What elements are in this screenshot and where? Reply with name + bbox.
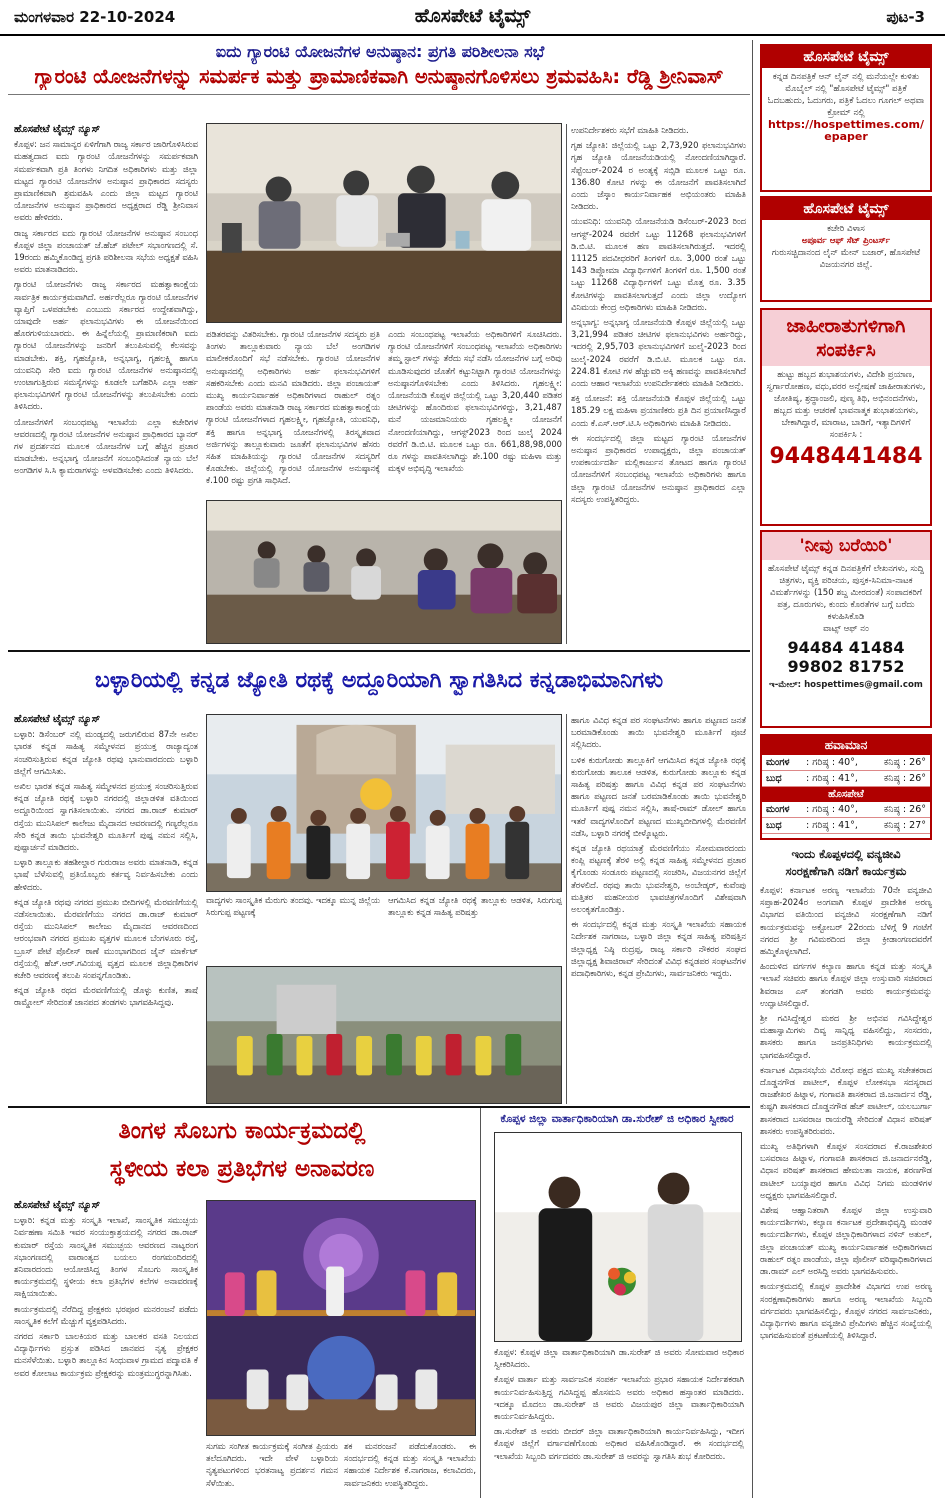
story3-story4-divider: [480, 1108, 481, 1498]
promo-address-title: ಹೊಸಪೇಟೆ ಟೈಮ್ಸ್: [762, 198, 930, 220]
story1-para: ಈ ಸಂದರ್ಭದಲ್ಲಿ ಜಿಲ್ಲಾ ಮಟ್ಟದ ಗ್ಯಾರಂಟಿ ಯೋಜನೆಗಳ ಅನುಷ್ಠಾನ ಪ್ರಾಧಿಕಾರದ ಉಪಾಧ್ಯಕ್ಷರು, ಜಿಲ್ಲಾ ಪಂಚಾಯತ್ ಉಪಕಾರ್ಯದರ್ಶಿ ಮಲ್ಲಿಕಾರ್ಜುನ ತೋಟದ ಹಾಗೂ ಗ್ಯಾರಂಟಿ ಯೋಜನೆಗಳಿಗೆ ಸಂಬಂಧಪಟ್ಟ ಇಲಾಖೆಯ ಅಧಿಕಾರಿಗಳು ಹಾಗೂ ಜಿಲ್ಲಾ ಗ್ಯಾರಂಟಿ ಯೋಜನೆಗಳ ಅನುಷ್ಠಾನ ಪ್ರಾಧಿಕಾರದ ಎಲ್ಲಾ ಸದಸ್ಯರು ಉಪಸ್ಥಿತರಿದ್ದರು.: [571, 432, 746, 504]
story2-para: ಬಳ್ಳಾರಿ: ಡಿಸೆಂಬರ್ ನಲ್ಲಿ ಮಂಡ್ಯದಲ್ಲಿ ಜರುಗಲಿರುವ 87ನೇ ಅಖಿಲ ಭಾರತ ಕನ್ನಡ ಸಾಹಿತ್ಯ ಸಮ್ಮೇಳನದ ಪ್ರಯುಕ್ತ ರಾಜ್ಯಾದ್ಯಂತ ಸಂಚರಿಸುತ್ತಿರುವ ಕನ್ನಡ ಜ್ಯೋತಿ ರಥವು ಭಾನುವಾರದಂದು ಬಳ್ಳಾರಿ ಜಿಲ್ಲೆಗೆ ಆಗಮಿಸಿತು.: [14, 729, 198, 776]
story3-col1: [14, 1200, 198, 1496]
ads-text: ಹುಟ್ಟು ಹಬ್ಬದ ಶುಭಾಶಯಗಳು, ವಿದೇಶಿ ಪ್ರಯಾಣ, ಸ್ವರ್ಗಾರೋಹಣ, ವಧು,ವರರ ಅನ್ವೇಷಣೆ ಜಾಹೀರಾತುಗಳು, ಜೋತಿಷ್ಯ, ಶ್ರದ್ಧಾಂಜಲಿ, ಪುಣ್ಯ ತಿಥಿ, ಅಭಿನಂದನೆಗಳು, ಹಬ್ಬದ ಮತ್ತು ಆಚರಣೆ ಭಾವನಾತ್ಮಕ ಶುಭಾಶಯಗಳು, ಬೇಕಾಗಿದ್ದಾರೆ, ಮಾರಾಟ, ಬಾಡಿಗೆ, ಇತ್ಯಾದಿಗಳಿಗೆ: [766, 370, 926, 428]
story3-para: ನಗರದ ಸರ್ಕಾರಿ ಬಾಲಕಿಯರ ಮತ್ತು ಬಾಲಕರ ವಸತಿ ನಿಲಯದ ವಿದ್ಯಾರ್ಥಿಗಳು ಪ್ರಸ್ತುತ ಪಡಿಸಿದ ಜಾನಪದ ನೃತ್ಯ ಪ್ರೇಕ್ಷಕರ ಮನಸೆಳೆಯಿತು. ಬಳ್ಳಾರಿ ತಾಲ್ಲೂಕಿನ ಸಿಂಧುವಾಳ ಗ್ರಾಮದ ಪದ್ಮಾವತಿ ಕೆ ಅವರ ಕೋಲಾಟ ಕಾರ್ಯಕ್ರಮ ಪ್ರೇಕ್ಷಕರನ್ನು ಮಂತ್ರಮುಗ್ಧರನ್ನಾಗಿಸಿತು.: [14, 1331, 198, 1378]
story1-col2: [206, 328, 380, 500]
sidestory-para: ಮುಖ್ಯ ಅತಿಥಿಗಳಾಗಿ ಕೊಪ್ಪಳ ಸಂಸದರಾದ ಕೆ.ರಾಜಶೇಖರ ಬಸವರಾಜ ಹಿಟ್ನಾಳ, ಗಂಗಾವತಿ ಶಾಸಕರಾದ ಜಿ.ಜನಾರ್ದನರೆಡ್ಡಿ, ವಿಧಾನ ಪರಿಷತ್ ಶಾಸಕರಾದ ಹೇಮಲತಾ ನಾಯಕ, ಶರಣಗೌಡ ಪಾಟೀಲ್ ಬಯ್ಯಾಪುರ ಹಾಗೂ ವಿವಿಧ ನಿಗಮ ಮಂಡಳಿಗಳ ಅಧ್ಯಕ್ಷರು ಭಾಗವಹಿಸಲಿದ್ದಾರೆ.: [760, 1141, 932, 1200]
promo-online-text: ಕನ್ನಡ ದಿನಪತ್ರಿಕೆ ಆನ್ ಲೈನ್ ನಲ್ಲಿ ಮನೆಯಲ್ಲೇ ಕುಳಿತು ಮೊಬೈಲ್ ನಲ್ಲಿ "ಹೊಸಪೇಟೆ ಟೈಮ್ಸ್" ಪತ್ರಿಕೆ ಓದಬಹುದು, ಓದುಗರು, ಪತ್ರಿಕೆ ಓದಲು ಗೂಗಲ್ ಅಥವಾ ಕ್ರೋಮ್ ನಲ್ಲಿ: [767, 72, 925, 118]
weather-row: [762, 802, 930, 818]
story2-col3: [571, 714, 746, 1104]
weather-min: ಕನಿಷ್ಠ : 26°: [883, 773, 926, 784]
story2-para: ಈ ಸಂದರ್ಭದಲ್ಲಿ ಕನ್ನಡ ಮತ್ತು ಸಂಸ್ಕೃತಿ ಇಲಾಖೆಯ ಸಹಾಯಕ ನಿರ್ದೇಶಕ ನಾಗರಾಜ, ಬಳ್ಳಾರಿ ಜಿಲ್ಲಾ ಕನ್ನಡ ಸಾಹಿತ್ಯ ಪರಿಷತ್ತಿನ ಜಿಲ್ಲಾಧ್ಯಕ್ಷ ನಿಷ್ಠಿ ರುದ್ರಪ್ಪ, ರಾಜ್ಯ ಸರ್ಕಾರಿ ನೌಕರರ ಸಂಘದ ಜಿಲ್ಲಾಧ್ಯಕ್ಷ ಶಿವಾಜಿರಾವ್ ಸೇರಿದಂತೆ ವಿವಿಧ ಕನ್ನಡಪರ ಸಂಘಟನೆಗಳ ಪದಾಧಿಕಾರಿಗಳು, ಕನ್ನಡ ಪ್ರೇಮಿಗಳು, ಸಾರ್ವಜನಿಕರು ಇದ್ದರು.: [571, 919, 746, 979]
story4-kicker: ಕೊಪ್ಪಳ ಜಿಲ್ಲಾ ವಾರ್ತಾಧಿಕಾರಿಯಾಗಿ ಡಾ.ಸುರೇಶ್ ಜಿ ಅಧಿಕಾರ ಸ್ವೀಕಾರ: [500, 1113, 734, 1125]
dance-photo: [206, 1200, 476, 1436]
sidestory-body: [760, 884, 932, 1496]
sidestory-para: ಕೊಪ್ಪಳ: ಕರ್ನಾಟಕ ಅರಣ್ಯ ಇಲಾಖೆಯ 70ನೇ ವನ್ಯಜೀವಿ ಸಪ್ತಾಹ-2024ರ ಅಂಗವಾಗಿ ಕೊಪ್ಪಳ ಪ್ರಾದೇಶಿಕ ಅರಣ್ಯ ವಿಭಾಗದ ವತಿಯಿಂದ ವನ್ಯಜೀವಿ ಸಂರಕ್ಷಣೆಗಾಗಿ ನಡಿಗೆ ಕಾರ್ಯಕ್ರಮವನ್ನು ಅಕ್ಟೋಬರ್ 22ರಂದು ಬೆಳಿಗ್ಗೆ 9 ಗಂಟೆಗೆ ನಗರದ ಶ್ರೀ ಗವಿಮಠದಿಂದ ಜಿಲ್ಲಾ ಕ್ರೀಡಾಂಗಣದವರೆಗೆ ಹಮ್ಮಿಕೊಳ್ಳಲಾಗಿದೆ.: [760, 885, 932, 957]
story2-headline: ಬಳ್ಳಾರಿಯಲ್ಲಿ ಕನ್ನಡ ಜ್ಯೋತಿ ರಥಕ್ಕೆ ಅದ್ದೂರಿಯಾಗಿ ಸ್ವಾಗತಿಸಿದ ಕನ್ನಡಾಭಿಮಾನಿಗಳು: [94, 668, 664, 693]
write-body: [762, 560, 930, 638]
meeting-photo-1-graphic: [207, 124, 561, 322]
story2-byline: ಹೊಸಪೇಟೆ ಟೈಮ್ಸ್ ನ್ಯೂಸ್: [14, 714, 101, 725]
whatsapp-phone-2[interactable]: 99802 81752: [787, 657, 905, 676]
email-line: [762, 676, 930, 694]
section-divider-2: [8, 1106, 750, 1108]
story4-para: ಕೊಪ್ಪಳ ವಾರ್ತಾ ಮತ್ತು ಸಾರ್ವಜನಿಕ ಸಂಪರ್ಕ ಇಲಾಖೆಯ ಪ್ರಭಾರ ಸಹಾಯಕ ನಿರ್ದೇಶಕರಾಗಿ ಕಾರ್ಯನಿರ್ವಹಿಸುತ್ತಿದ್ದ ಗವಿಸಿದ್ದಪ್ಪ ಹೊಸಮನಿ ಅವರು ಅಧಿಕಾರ ಹಸ್ತಾಂತರ ಮಾಡಿದರು. ಇದಕ್ಕೂ ಮೊದಲು ಡಾ.ಸುರೇಶ್ ಜಿ ಅವರು ವಿಜಯಪುರ ಜಿಲ್ಲಾ ವಾರ್ತಾಧಿಕಾರಿಯಾಗಿ ಕಾರ್ಯನಿರ್ವಹಿಸಿದ್ದರು.: [494, 1374, 744, 1422]
story1-byline: ಹೊಸಪೇಟೆ ಟೈಮ್ಸ್ ನ್ಯೂಸ್: [14, 124, 101, 135]
story1-para: ಯೋಜನೆಗಳಿಗೆ ಸಂಬಂಧಪಟ್ಟ ಇಲಾಖೆಯ ಎಲ್ಲಾ ಕಚೇರಿಗಳ ಆವರಣದಲ್ಲಿ ಗ್ಯಾರಂಟಿ ಯೋಜನೆಗಳ ಅನುಷ್ಠಾನ ಪ್ರಾಧಿಕಾರದ ಬ್ಯಾನರ್ ಗಳ ಪ್ರದರ್ಶನದ ಮೂಲಕ ಯೋಜನೆಗಳ ಬಗ್ಗೆ ಹೆಚ್ಚಿನ ಪ್ರಚಾರ ಮಾಡಬೇಕು. ಅನ್ನಭಾಗ್ಯ ಯೋಜನೆಗೆ ಸಂಬಂಧಿಸಿದಂತೆ ನ್ಯಾಯ ಬೆಲೆ ಅಂಗಡಿಗಳ ಸಿ.ಸಿ ಕ್ಯಾಮರಾಗಳನ್ನು ಅಳವಡಿಸಬೇಕು ಎಂದು ತಿಳಿಸಿದರು.: [14, 416, 198, 476]
sidestory-para: ಹಿಂದುಳಿದ ವರ್ಗಗಳ ಕಲ್ಯಾಣ ಹಾಗೂ ಕನ್ನಡ ಮತ್ತು ಸಂಸ್ಕೃತಿ ಇಲಾಖೆ ಸಚಿವರು ಹಾಗೂ ಕೊಪ್ಪಳ ಜಿಲ್ಲಾ ಉಸ್ತುವಾರಿ ಸಚಿವರಾದ ಶಿವರಾಜ ಎಸ್ ತಂಗಡಗಿ ಅವರು ಕಾರ್ಯಕ್ರಮವನ್ನು ಉದ್ಘಾಟಿಸಲಿದ್ದಾರೆ.: [760, 961, 932, 1008]
story1-para: ಗ್ಯಾರಂಟಿ ಯೋಜನೆಗಳು ರಾಜ್ಯ ಸರ್ಕಾರದ ಮಹತ್ವಾಕಾಂಕ್ಷೆಯ ಸಾರ್ವತ್ರಿಕ ಕಾರ್ಯಕ್ರಮವಾಗಿದೆ. ಅರ್ಹರೆಲ್ಲರೂ ಗ್ಯಾರಂಟಿ ಯೋಜನೆಗಳ ವ್ಯಾಪ್ತಿಗೆ ಒಳಪಡಬೇಕು ಎಂಬುದು ಸರ್ಕಾರದ ಉದ್ದೇಶವಾಗಿದ್ದು, ಯಾವುದೇ ಅರ್ಹ ಫಲಾನುಭವಿಗಳು ಈ ಯೋಜನೆಯಿಂದ ಹೊರಗುಳಿಯಬಾರದು. ಈ ಹಿನ್ನೆಲೆಯಲ್ಲಿ ಪ್ರಾಮಾಣಿಕರಾಗಿ ಐದು ಗ್ಯಾರಂಟಿ ಯೋಜನೆಗಳನ್ನು ಜನರಿಗೆ ತಲುಪಿಸುವಲ್ಲಿ ಕೆಲಸವನ್ನು ಮಾಡಬೇಕು. ಶಕ್ತಿ, ಗೃಹಜ್ಯೋತಿ, ಅನ್ನಭಾಗ್ಯ, ಗೃಹಲಕ್ಷ್ಮಿ ಹಾಗೂ ಯುವನಿಧಿ ಸೇರಿ ಐದು ಗ್ಯಾರಂಟಿ ಯೋಜನೆಗಳ ಅನುಷ್ಠಾನದಲ್ಲಿ ಉಂಟಾಗುತ್ತಿರುವ ಸಮಸ್ಯೆಗಳನ್ನು ಕೂಡಲೇ ಬಗೆಹರಿಸಿ ಎಲ್ಲಾ ಅರ್ಹ ಫಲಾನುಭವಿಗಳಿಗೆ ಗ್ಯಾರಂಟಿ ಯೋಜನೆಗಳನ್ನು ತಲುಪಿಸಬೇಕು ಎಂದು ತಿಳಿಸಿದರು.: [14, 279, 198, 412]
story4-body: [494, 1346, 744, 1496]
weather-day: ಮಂಗಳ: [766, 804, 790, 815]
email-address[interactable]: hospettimes@gmail.com: [804, 680, 923, 690]
ads-body: [762, 366, 930, 444]
story4-para: ಡಾ.ಸುರೇಶ್ ಜಿ ಅವರು ಬೀದರ್ ಜಿಲ್ಲಾ ವಾರ್ತಾಧಿಕಾರಿಯಾಗಿ ಕಾರ್ಯನಿರ್ವಹಿಸಿದ್ದು, ಇದೀಗ ಕೊಪ್ಪಳ ಜಿಲ್ಲೆಗೆ ವರ್ಗಾವಣೆಗೊಂಡು ಅಧಿಕಾರ ವಹಿಸಿಕೊಂಡಿದ್ದಾರೆ. ಈ ಸಂದರ್ಭದಲ್ಲಿ ಇಲಾಖೆಯ ಸಿಬ್ಬಂದಿ ವರ್ಗದವರು ಡಾ.ಸುರೇಶ್ ಜಿ ಅವರನ್ನು ಸ್ವಾಗತಿಸಿ ಶುಭ ಕೋರಿದರು.: [494, 1426, 744, 1461]
meeting-photo-1: [206, 123, 562, 323]
weather-min: ಕನಿಷ್ಠ : 26°: [883, 757, 926, 768]
paper-title: ಹೊಸಪೇಟೆ ಟೈಮ್ಸ್: [414, 5, 531, 27]
story2-caption-b: ಆಗಮಿಸಿದ ಕನ್ನಡ ಜ್ಯೋತಿ ರಥಕ್ಕೆ ತಾಲ್ಲೂಕು ಆಡಳಿತ, ಸಿರುಗುಪ್ಪ ತಾಲ್ಲೂಕು ಕನ್ನಡ ಸಾಹಿತ್ಯ ಪರಿಷತ್ತು: [388, 895, 562, 918]
ads-title: [762, 310, 930, 366]
whatsapp-phone-1[interactable]: 94484 41484: [787, 638, 905, 657]
story3-caption-b: ಶಕ ಮನರಂಜನೆ ಪಡೆದುಕೊಂಡರು. ಈ ಸಂದರ್ಭದಲ್ಲಿ ಕನ್ನಡ ಮತ್ತು ಸಂಸ್ಕೃತಿ ಇಲಾಖೆಯ ಸಹಾಯಕ ನಿರ್ದೇಶಕ ಕೆ.ನಾಗರಾಜ, ಕಲಾವಿದರು, ಸಾರ್ವಜನಿಕರು ಉಪಸ್ಥಿತರಿದ್ದರು.: [344, 1441, 476, 1488]
weather-max: : ಗರಿಷ್ಠ : 41°,: [806, 773, 858, 784]
dance-photo-graphic: [207, 1201, 475, 1435]
story3-headline: [10, 1112, 474, 1188]
promo-address-body: [762, 220, 930, 274]
weather-row: [762, 771, 930, 787]
sidestory-para: ಕಾರ್ಯಕ್ರಮದಲ್ಲಿ ಕೊಪ್ಪಳ ಪ್ರಾದೇಶಿಕ ವಿಭಾಗದ ಉಪ ಅರಣ್ಯ ಸಂರಕ್ಷಣಾಧಿಕಾರಿಗಳು ಹಾಗೂ ಅರಣ್ಯ ಇಲಾಖೆಯ ಸಿಬ್ಬಂದಿ ವರ್ಗದವರು ಭಾಗವಹಿಸಲಿದ್ದು, ಕೊಪ್ಪಳ ನಗರದ ಸಾರ್ವಜನಿಕರು, ವಿದ್ಯಾರ್ಥಿಗಳು ಹಾಗೂ ವನ್ಯಜೀವಿ ಪ್ರೇಮಿಗಳು ಹೆಚ್ಚಿನ ಸಂಖ್ಯೆಯಲ್ಲಿ ಭಾಗವಹಿಸುವಂತೆ ಪ್ರಕಟಣೆಯಲ್ಲಿ ತಿಳಿಸಿದ್ದಾರೆ.: [760, 1281, 932, 1341]
weather-subtitle: ಹೊಸಪೇಟೆ: [762, 787, 930, 802]
story2-para: ಹಾಗೂ ವಿವಿಧ ಕನ್ನಡ ಪರ ಸಂಘಟನೆಗಳು ಹಾಗೂ ಪಟ್ಟಣದ ಜನತೆ ಬರಮಾಡಿಕೊಂಡು ತಾಯಿ ಭುವನೇಶ್ವರಿ ಮೂರ್ತಿಗೆ ಪೂಜೆ ಸಲ್ಲಿಸಿದರು.: [571, 715, 746, 750]
officer-handover-photo-graphic: [495, 1133, 741, 1341]
story1-col-divider: [566, 124, 567, 644]
story2-para: ಅಖಿಲ ಭಾರತ ಕನ್ನಡ ಸಾಹಿತ್ಯ ಸಮ್ಮೇಳನದ ಪ್ರಯುಕ್ತ ಸಂಚರಿಸುತ್ತಿರುವ ಕನ್ನಡ ಜ್ಯೋತಿ ರಥಕ್ಕೆ ಬಳ್ಳಾರಿ ನಗರದಲ್ಲಿ ಜಿಲ್ಲಾಡಳಿತ ವತಿಯಿಂದ ಅದ್ದೂರಿಯಿಂದ ಸ್ವಾಗತಿಸಲಾಯಿತು. ನಗರದ ಡಾ.ರಾಜ್ ಕುಮಾರ್ ರಸ್ತೆಯ ಮುನಿಸಿಪಲ್ ಕಾಲೇಜು ಮೈದಾನದ ಆವರಣದಲ್ಲಿ ಗಣ್ಯರೆಲ್ಲರೂ ಸೇರಿ ಕನ್ನಡ ತಾಯಿ ಭುವನೇಶ್ವರಿ ಮೂರ್ತಿಗೆ ಪುಷ್ಪ ನಮನ ಸಲ್ಲಿಸಿ, ಪುಷ್ಪಾರ್ಚನೆ ಮಾಡಿದರು.: [14, 781, 198, 853]
sidestory-para: ಕರ್ನಾಟಕ ವಿಧಾನಸಭೆಯ ವಿರೋಧ ಪಕ್ಷದ ಮುಖ್ಯ ಸಚೇತಕರಾದ ದೊಡ್ಡನಗೌಡ ಪಾಟೀಲ್, ಕೊಪ್ಪಳ ಲೋಕಸಭಾ ಸದಸ್ಯರಾದ ರಾಜಶೇಖರ ಹಿಟ್ನಾಳ, ಗಂಗಾವತಿ ಶಾಸಕರಾದ ಜಿ.ಜನಾರ್ದನ ರೆಡ್ಡಿ, ಕುಷ್ಟಗಿ ಶಾಸಕರಾದ ದೊಡ್ಡನಗೌಡ ಹೆಚ್ ಪಾಟೀಲ್, ಯಲಬುರ್ಗಾ ಶಾಸಕರಾದ ಬಸವರಾಜ ರಾಯರೆಡ್ಡಿ ಸೇರಿದಂತೆ ವಿಧಾನ ಪರಿಷತ್ ಶಾಸಕರು ಉಪಸ್ಥಿತರಿರುವರು.: [760, 1064, 932, 1136]
office-label: ಕಚೇರಿ ವಿಳಾಸ: [827, 224, 865, 234]
weather-min: ಕನಿಷ್ಠ : 27°: [883, 820, 926, 831]
epaper-link-suffix[interactable]: epaper: [824, 130, 868, 143]
press-name: ಅಪೂರ್ವ ಆಫ್ ಸೆಟ್ ಪ್ರಿಂಟರ್ಸ್: [801, 236, 891, 246]
story1-headline: ಗ್ಯಾರಂಟಿ ಯೋಜನೆಗಳನ್ನು ಸಮರ್ಪಕ ಮತ್ತು ಪ್ರಾಮಾಣಿಕವಾಗಿ ಅನುಷ್ಠಾನಗೊಳಿಸಲು ಶ್ರಮವಹಿಸಿ: ರೆಡ್ಡಿ ಶ್ರೀನಿವಾಸ್: [34, 65, 724, 88]
story3-headline-line1: ತಿಂಗಳ ಸೊಬಗು ಕಾರ್ಯಕ್ರಮದಲ್ಲಿ: [118, 1118, 366, 1144]
story1-para: ಕೊಪ್ಪಳ: ಜನ ಸಾಮಾನ್ಯರ ಏಳಿಗೆಗಾಗಿ ರಾಜ್ಯ ಸರ್ಕಾರ ಜಾರಿಗೊಳಿಸಿರುವ ಮಹತ್ವದಾದ ಐದು ಗ್ಯಾರಂಟಿ ಯೋಜನೆಗಳನ್ನು ಸಮರ್ಪಕವಾಗಿ ಸಮರ್ಪಕವಾಗಿ ಪ್ರತಿ ತಿಂಗಳು ನಿಗದಿತ ಅಧಿಕಾರಿಗಳು ಮತ್ತು ಜಿಲ್ಲಾ ಮಟ್ಟದ ಗ್ಯಾರಂಟಿ ಯೋಜನೆಗಳ ಅನುಷ್ಠಾನ ಪ್ರಾಧಿಕಾರದ ಸದಸ್ಯರು ಪ್ರಾಮಾಣಿಕವಾಗಿ ಶ್ರಮವಹಿಸಿ ಎಂದು ಜಿಲ್ಲಾ ಮಟ್ಟದ ಗ್ಯಾರಂಟಿ ಯೋಜನೆಗಳ ಅನುಷ್ಠಾನ ಪ್ರಾಧಿಕಾರದ ಅಧ್ಯಕ್ಷರಾದ ರೆಡ್ಡಿ ಶ್ರೀನಿವಾಸ ಅವರು ಹೇಳಿದರು.: [14, 139, 198, 223]
promo-online-title: ಹೊಸಪೇಟೆ ಟೈಮ್ಸ್: [762, 46, 930, 68]
masthead: [0, 0, 945, 36]
story1-para: ಯುವನಿಧಿ: ಯುವನಿಧಿ ಯೋಜನೆಯಡಿ ಡಿಸೆಂಬರ್-2023 ರಿಂದ ಆಗಸ್ಟ್-2024 ರವರೆಗೆ ಒಟ್ಟು 11268 ಫಲಾನುಭವಿಗಳಿಗೆ ಡಿ.ಬಿ.ಟಿ. ಮೂಲಕ ಹಣ ಪಾವತಿಸಲಾಗಿರುತ್ತದೆ. ಇದರಲ್ಲಿ 11125 ಪದವೀಧರರಿಗೆ ತಿಂಗಳಿಗೆ ರೂ. 3,000 ರಂತೆ ಒಟ್ಟು 143 ಡಿಪ್ಲೋಮಾ ವಿದ್ಯಾರ್ಥಿಗಳಿಗೆ ತಿಂಗಳಿಗೆ ರೂ. 1,500 ರಂತೆ ಒಟ್ಟು 11268 ವಿದ್ಯಾರ್ಥಿಗಳಿಗೆ ಒಟ್ಟು ಮೊತ್ತ ರೂ. 3.35 ಕೋಟಿಗಳನ್ನು ಪಾವತಿಸಲಾಗುತ್ತದೆ ಎಂದು ಜಿಲ್ಲಾ ಉದ್ಯೋಗ ವಿನಿಮಯ ಕೇಂದ್ರ ಅಧಿಕಾರಿಗಳು ಮಾಹಿತಿ ನೀಡಿದರು.: [571, 216, 746, 312]
rath-welcome-photo: [206, 714, 562, 892]
ads-title-line2: ಸಂಪರ್ಕಿಸಿ: [816, 339, 876, 361]
ads-title-line1: ಜಾಹೀರಾತುಗಳಿಗಾಗಿ: [786, 315, 906, 337]
meeting-photo-2-graphic: [207, 501, 561, 643]
page-number: ಪುಟ-3: [886, 8, 925, 26]
weather-day: ಮಂಗಳ: [766, 757, 790, 768]
weather-row: [762, 755, 930, 771]
procession-photo: [206, 966, 562, 1104]
weather-min: ಕನಿಷ್ಠ : 26°: [883, 804, 926, 815]
issue-date: ಮಂಗಳವಾರ 22-10-2024: [14, 8, 176, 26]
story1-para: ಗೃಹ ಜ್ಯೋತಿ: ಜಿಲ್ಲೆಯಲ್ಲಿ ಒಟ್ಟು 2,73,920 ಫಲಾನುಭವಿಗಳು ಗೃಹ ಜ್ಯೋತಿ ಯೋಜನೆಯಡಿಯಲ್ಲಿ ನೋಂದಣಿಯಾಗಿದ್ದಾರೆ. ಸೆಪ್ಟೆಂಬರ್-2024 ರ ಅಂತ್ಯಕ್ಕೆ ಸಬ್ಸಿಡಿ ಮೂಲಕ ಒಟ್ಟು ರೂ. 136.80 ಕೋಟಿ ಗಳನ್ನು ಈ ಯೋಜನೆಗೆ ಪಾವತಿಸಲಾಗಿದೆ ಎಂದು ಜೆಸ್ಕಾಂ ಕಾರ್ಯನಿರ್ವಾಹಕ ಅಭಿಯಂತರು ಮಾಹಿತಿ ನೀಡಿದರು.: [571, 140, 746, 212]
sidestory-para: ವಿಶೇಷ ಆಹ್ವಾನಿತರಾಗಿ ಕೊಪ್ಪಳ ಜಿಲ್ಲಾ ಉಸ್ತುವಾರಿ ಕಾರ್ಯದರ್ಶಿಗಳು, ಕಲ್ಯಾಣ ಕರ್ನಾಟಕ ಪ್ರದೇಶಾಭಿವೃದ್ಧಿ ಮಂಡಳಿ ಕಾರ್ಯದರ್ಶಿಗಳು, ಕೊಪ್ಪಳ ಜಿಲ್ಲಾಧಿಕಾರಿಗಳಾದ ನಳಿನ್ ಅತುಲ್, ಜಿಲ್ಲಾ ಪಂಚಾಯತ್ ಮುಖ್ಯ ಕಾರ್ಯನಿರ್ವಾಹಕ ಅಧಿಕಾರಿಗಳಾದ ರಾಹುಲ್ ರತ್ನಂ ಪಾಂಡೆಯ, ಜಿಲ್ಲಾ ಪೊಲೀಸ್ ವರಿಷ್ಠಾಧಿಕಾರಿಗಳಾದ ಡಾ.ರಾಮ್ ಎಲ್ ಅರಸಿದ್ದಿ ಅವರು ಭಾಗವಹಿಸುವರು.: [760, 1205, 932, 1277]
story1-para: ಉಪನಿರ್ದೇಶಕರು ಸಭೆಗೆ ಮಾಹಿತಿ ನೀಡಿದರು.: [571, 125, 689, 135]
write-to-us-box: [760, 530, 932, 728]
story2-para: ಕನ್ನಡ ಜ್ಯೋತಿ ರಥವು ನಗರದ ಪ್ರಮುಖ ಬೀದಿಗಳಲ್ಲಿ ಮೆರವಣಿಗೆಯಲ್ಲಿ ನಡೆಸಲಾಯಿತು. ಮೆರವಣಿಗೆಯು ನಗರದ ಡಾ.ರಾಜ್ ಕುಮಾರ್ ರಸ್ತೆಯ ಮುನಿಸಿಪಲ್ ಕಾಲೇಜು ಮೈದಾನದ ಆವರಣದಿಂದ ಆರಂಭವಾಗಿ ನಗರದ ಪ್ರಮುಖ ವೃತ್ತಗಳ ಮೂಲಕ ಬೆಂಗಳೂರು ರಸ್ತೆ, ಬ್ರೂಸ್ ಪೇಟೆ ಪೊಲೀಸ್ ಠಾಣೆ ಮುಂಭಾಗದಿಂದ ಜೈನ್ ಮಾರ್ಕೆಟ್ ರಸ್ತೆಯಲ್ಲಿ ಹೆಚ್.ಆರ್.ಗವಿಯಪ್ಪ ವೃತ್ತದ ಮೂಲಕ ಜಿಲ್ಲಾಧಿಕಾರಿಗಳ ಕಚೇರಿ ಆವರಣಕ್ಕೆ ತಲುಪಿ ಸಂಪನ್ನಗೊಂಡಿತು.: [14, 896, 198, 981]
ads-contact-label: ಸಂಪರ್ಕಿಸಿ :: [829, 430, 863, 440]
story2-col1: [14, 714, 198, 1104]
weather-row: [762, 818, 930, 834]
story3-para: ಕಾರ್ಯಕ್ರಮದಲ್ಲಿ ನೆರೆದಿದ್ದ ಪ್ರೇಕ್ಷಕರು ಭರಪೂರ ಮನರಂಜನೆ ಪಡೆದು ಸಾಂಸ್ಕೃತಿಕ ಕಲೆಗೆ ಮೆಚ್ಚುಗೆ ವ್ಯಕ್ತಪಡಿಸಿದರು.: [14, 1303, 198, 1326]
story3-caption-a: ಸುಗಮ ಸಂಗೀತ ಕಾರ್ಯಕ್ರಮಕ್ಕೆ ಸಂಗೀತ ಪ್ರಿಯರು ತಲೆದೂಗಿದರು. ಇದೇ ವೇಳೆ ಬಳ್ಳಾರಿಯ ನೃತ್ಯಪಟುಗಳಿಂದ ಭರತನಾಟ್ಯ ಪ್ರದರ್ಶನ ಗಮನ ಸೆಳೆಯಿತು.: [206, 1441, 338, 1488]
meeting-photo-2: [206, 500, 562, 644]
weather-box: [760, 734, 932, 840]
sidebar-divider: [752, 40, 753, 1498]
story1-col1: [14, 124, 198, 642]
sidestory-headline: [760, 846, 932, 880]
story1-kicker: ಐದು ಗ್ಯಾರಂಟಿ ಯೋಜನೆಗಳ ಅನುಷ್ಠಾನ: ಪ್ರಗತಿ ಪರಿಶೀಲನಾ ಸಭೆ: [215, 42, 545, 61]
weather-title: ಹವಾಮಾನ: [762, 736, 930, 755]
story2-para: ಕನ್ನಡ ಜ್ಯೋತಿ ರಥದ ಮೆರವಣಿಗೆಯಲ್ಲಿ ಡೊಳ್ಳು ಕುಣಿತ, ತಾಷೆ ರಾಮ್ಡೋಲ್ ಸೇರಿದಂತೆ ಜಾನಪದ ತಂಡಗಳು ಭಾಗವಹಿಸಿದ್ದವು.: [14, 985, 198, 1008]
weather-day: ಬುಧ: [766, 820, 782, 831]
story3-para: ಬಳ್ಳಾರಿ: ಕನ್ನಡ ಮತ್ತು ಸಂಸ್ಕೃತಿ ಇಲಾಖೆ, ಸಾಂಸ್ಕೃತಿಕ ಸಮುಚ್ಛಯ ನಿರ್ವಹಣಾ ಸಮಿತಿ ಇವರ ಸಂಯುಕ್ತಾಶ್ರಯದಲ್ಲಿ ನಗರದ ಡಾ.ರಾಜ್ ಕುಮಾರ್ ರಸ್ತೆಯ ಸಾಂಸ್ಕೃತಿಕ ಸಮುಚ್ಛಯ ಆವರಣದ ನಾಟ್ಯರಂಗ ಸಭಾಂಗಣದಲ್ಲಿ ವಾರಾಂತ್ಯದ ಬಯಲು ರಂಗಮಂದಿರದಲ್ಲಿ ಶನಿವಾರದಂದು ಆಯೋಜಿಸಿದ್ದ ತಿಂಗಳ ಸೊಬಗು ಸಾಂಸ್ಕೃತಿಕ ಕಾರ್ಯಕ್ರಮದಲ್ಲಿ ಸ್ಥಳೀಯ ಕಲಾ ಪ್ರತಿಭೆಗಳ ಕಲೆಗಳ ಅನಾವರಣಕ್ಕೆ ಸಾಕ್ಷಿಯಾಯಿತು.: [14, 1215, 198, 1299]
story1-col3: [388, 328, 562, 500]
weather-max: : ಗರಿಷ್ಠ : 40°,: [806, 757, 858, 768]
procession-photo-graphic: [207, 967, 561, 1103]
office-address: ಗುರುಸಚ್ಚಿದಾನಂದ ಲೈನ್ ಮೇನ್ ಬಜಾರ್, ಹೊಸಪೇಟೆ: [771, 248, 921, 258]
promo-online-box: [760, 44, 932, 192]
sidestory-para: ಶ್ರೀ ಗವಿಸಿದ್ದೇಶ್ವರ ಮಠದ ಶ್ರೀ ಅಭಿನವ ಗವಿಸಿದ್ದೇಶ್ವರ ಮಹಾಸ್ವಾಮಿಗಳು ದಿವ್ಯ ಸಾನ್ನಿಧ್ಯ ವಹಿಸಲಿದ್ದು, ಸಂಸದರು, ಶಾಸಕರು ಹಾಗೂ ಜನಪ್ರತಿನಿಧಿಗಳು ಕಾರ್ಯಕ್ರಮದಲ್ಲಿ ಭಾಗವಹಿಸಲಿದ್ದಾರೆ.: [760, 1013, 932, 1060]
story2-para: ಬಳ್ಳಾರಿ ತಾಲ್ಲೂಕು ತಹಶೀಲ್ದಾರ ಗುರುರಾಜ ಅವರು ಮಾತನಾಡಿ, ಕನ್ನಡ ಭಾಷೆ ಬೆಳೆಸುವಲ್ಲಿ ಪ್ರತಿಯೊಬ್ಬರು ಕರ್ತವ್ಯ ನಿರ್ವಹಿಸಬೇಕು ಎಂದು ಹೇಳಿದರು.: [14, 857, 198, 892]
story2-para: ಕನ್ನಡ ಜ್ಯೋತಿ ರಥಯಾತ್ರೆ ಮೆರವಣಿಗೆಯು ಸೋಮವಾರದಂದು ಕಂಪ್ಲಿ ಪಟ್ಟಣಕ್ಕೆ ತೆರಳಿ ಅಲ್ಲಿ ಕನ್ನಡ ಸಾಹಿತ್ಯ ಸಮ್ಮೇಳನದ ಪ್ರಚಾರ ಕೈಗೊಂಡು ಸಂಡೂರು ಪಟ್ಟಣದಲ್ಲಿ ಸಂಚರಿಸಿ, ವಿಜಯನಗರ ಜಿಲ್ಲೆಗೆ ತೆರಳಲಿದೆ. ರಥವು ತಾಯಿ ಭುವನೇಶ್ವರಿ, ಅಂಬೇಡ್ಕರ್, ಕುವೆಂಪು ಮತ್ತಿತರ ಮಹನೀಯರ ಭಾವಚಿತ್ರಗಳೊಂದಿಗೆ ವಿಶೇಷವಾಗಿ ಅಲಂಕೃತಗೊಂಡಿತ್ತು.: [571, 843, 746, 915]
promo-online-body: [762, 68, 930, 146]
story2-para: ಬಳಿಕ ಕುರುಗೋಡು ತಾಲ್ಲೂಕಿಗೆ ಆಗಮಿಸಿದ ಕನ್ನಡ ಜ್ಯೋತಿ ರಥಕ್ಕೆ ಕುರುಗೋಡು ತಾಲೂಕ ಆಡಳಿತ, ಕುರುಗೋಡು ತಾಲ್ಲೂಕು ಕನ್ನಡ ಸಾಹಿತ್ಯ ಪರಿಷತ್ತು ಹಾಗೂ ವಿವಿಧ ಕನ್ನಡ ಪರ ಸಂಘಟನೆಗಳು ಹಾಗೂ ಪಟ್ಟಣದ ಜನತೆ ಬರಮಾಡಿಕೊಂಡು ತಾಯಿ ಭುವನೇಶ್ವರಿ ಮೂರ್ತಿಗೆ ಪುಷ್ಪ ನಮನ ಸಲ್ಲಿಸಿ, ತಾಷೆ-ರಾಮ್ ಡೋಲ್ ಹಾಗೂ ಇತರೆ ವಾದ್ಯಗಳೊಂದಿಗೆ ಪಟ್ಟಣದ ಮುಖ್ಯಬೀದಿಗಳಲ್ಲಿ ಮೆರವಣಿಗೆ ನಡೆಸಿ, ಬಳ್ಳಾರಿ ನಗರಕ್ಕೆ ಬೀಳ್ಕೊಟ್ಟರು.: [571, 754, 746, 838]
email-label: ಇ-ಮೇಲ್:: [769, 680, 802, 690]
epaper-link[interactable]: https://hospettimes.com/: [768, 118, 924, 131]
story1-rule: [8, 94, 750, 95]
story1-para: ಪಡಿತರವನ್ನು ವಿತರಿಸಬೇಕು. ಗ್ಯಾರಂಟಿ ಯೋಜನೆಗಳ ಸದಸ್ಯರು ಪ್ರತಿ ತಿಂಗಳು ತಾಲ್ಲೂಕುವಾರು ನ್ಯಾಯ ಬೆಲೆ ಅಂಗಡಿಗಳ ಮಾಲೀಕರೊಂದಿಗೆ ಸಭೆ ನಡೆಸಬೇಕು. ಗ್ಯಾರಂಟಿ ಯೋಜನೆಗಳ ಅನುಷ್ಠಾನದಲ್ಲಿ ಅಧಿಕಾರಿಗಳು ಅರ್ಹ ಫಲಾನುಭವಿಗಳಿಗೆ ಸಹಕರಿಸಬೇಕು ಎಂದು ಮನವಿ ಮಾಡಿದರು. ಜಿಲ್ಲಾ ಪಂಚಾಯತ್ ಮುಖ್ಯ ಕಾರ್ಯನಿರ್ವಾಹಕ ಅಧಿಕಾರಿಗಳಾದ ರಾಹುಲ್ ರತ್ನಂ ಪಾಂಡೆಯ ಅವರು ಮಾತನಾಡಿ ರಾಜ್ಯ ಸರ್ಕಾರದ ಮಹತ್ವಾಕಾಂಕ್ಷೆಯ ಗ್ಯಾರಂಟಿ ಯೋಜನೆಗಳಾದ ಗೃಹಲಕ್ಷ್ಮೀ, ಗೃಹಜ್ಯೋತಿ, ಯುವನಿಧಿ, ಶಕ್ತಿ ಹಾಗೂ ಅನ್ನಭಾಗ್ಯ ಯೋಜನೆಗಳಲ್ಲಿ ತಿರಸ್ಕೃತವಾದ ಅರ್ಜಿಗಳನ್ನು ತಾಲ್ಲೂಕುವಾರು ಜೂತೆಗೆ ಫಲಾನುಭವಿಗಳ ಹೆಸರು ಸಹಿತ ಮಾಹಿತಿಯನ್ನು ಗ್ಯಾರಂಟಿ ಯೋಜನೆಗಳ ಸದಸ್ಯರಿಗೆ ಕೊಡಬೇಕು. ಜಿಲ್ಲೆಯಲ್ಲಿ ಗ್ಯಾರಂಟಿ ಯೋಜನೆಗಳ ಅನುಷ್ಠಾನಕ್ಕೆ ಕೆ.100 ರಷ್ಟು ಪ್ರಗತಿ ಸಾಧಿಸಿದೆ.: [206, 329, 380, 486]
whatsapp-label: ವಾಟ್ಸ್ ಆಫ್ ನಂ: [823, 624, 869, 634]
section-divider-1: [8, 650, 750, 652]
ads-phone[interactable]: 9448441484: [769, 444, 923, 469]
story1-para: ಎಂದು ಸಂಬಂಧಪಟ್ಟ ಇಲಾಖೆಯ ಅಧಿಕಾರಿಗಳಿಗೆ ಸೂಚಿಸಿದರು. ಗ್ಯಾರಂಟಿ ಯೋಜನೆಗಳಿಗೆ ಸಂಬಂಧಪಟ್ಟ ಇಲಾಖೆಯ ಅಧಿಕಾರಿಗಳು ತಮ್ಮ ಸ್ಟಾಲ್ ಗಳನ್ನು ತೆರೆದು ಸಭೆ ನಡೆಸಿ ಯೋಜನೆಗಳ ಬಗ್ಗೆ ಅರಿವು ಮೂಡಿಸುವುದರ ಜೊತೆಗೆ ಕಟ್ಟುನಿಟ್ಟಾಗಿ ಗ್ಯಾರಂಟಿ ಯೋಜನೆಗಳನ್ನು ಅನುಷ್ಠಾನಗೊಳಿಸಬೇಕು ಎಂದು ತಿಳಿಸಿದರು. ಗೃಹಲಕ್ಷ್ಮೀ: ಯೋಜನೆಯಡಿ ಕೊಪ್ಪಳ ಜಿಲ್ಲೆಯಲ್ಲಿ ಒಟ್ಟು 3,20,440 ಪಡಿತರ ಚೀಟಿಗಳನ್ನು ಹೊಂದಿರುವ ಫಲಾನುಭವಿಗಳಿದ್ದು, 3,21,487 ಮನೆ ಯಜಮಾನಿಯರು ಗೃಹಲಕ್ಷ್ಮೀ ಯೋಜನೆಗೆ ನೋಂದಣಿಯಾಗಿದ್ದು, ಆಗಸ್ಟ್2023 ರಿಂದ ಜುಲೈ 2024 ರವರೆಗೆ ಡಿ.ಬಿ.ಟಿ. ಮೂಲಕ ಒಟ್ಟು ರೂ. 661,88,98,000 ರೂ ಗಳನ್ನು ಪಾವತಿಸಲಾಗಿದ್ದು ಶೇ.100 ರಷ್ಟು ಮಹಿಳಾ ಮತ್ತು ಮಕ್ಕಳ ಅಭಿವೃದ್ಧಿ ಇಲಾಖೆಯ: [388, 329, 562, 474]
story1-col4: [571, 124, 746, 644]
story1-para: ರಾಜ್ಯ ಸರ್ಕಾರದ ಐದು ಗ್ಯಾರಂಟಿ ಯೋಜನೆಗಳ ಅನುಷ್ಠಾನ ಸಂಬಂಧ ಕೊಪ್ಪಳ ಜಿಲ್ಲಾ ಪಂಚಾಯತ್ ಜೆ.ಹೆಚ್ ಪಟೇಲ್ ಸಭಾಂಗಣದಲ್ಲಿ ಸೆ. 19ರಂದು ಹಮ್ಮಿಕೊಂಡಿದ್ದ ಪ್ರಗತಿ ಪರಿಶೀಲನಾ ಸಭೆಯ ಅಧ್ಯಕ್ಷತೆ ವಹಿಸಿ ಅವರು ಮಾತನಾಡಿದರು.: [14, 227, 198, 275]
story2-col-divider: [566, 714, 567, 1104]
story2-caption-a: ವಾದ್ಯಗಳು ಸಾಂಸ್ಕೃತಿಕ ಮೆರುಗು ತಂದವು. ಇದಕ್ಕೂ ಮುನ್ನ ಜಿಲ್ಲೆಯ ಸಿರುಗುಪ್ಪ ಪಟ್ಟಣಕ್ಕೆ: [206, 895, 380, 918]
story3-byline: ಹೊಸಪೇಟೆ ಟೈಮ್ಸ್ ನ್ಯೂಸ್: [14, 1200, 101, 1211]
sidestory-headline-line2: ಸಂರಕ್ಷಣೆಗಾಗಿ ನಡಿಗೆ ಕಾರ್ಯಕ್ರಮ: [785, 864, 907, 878]
weather-day: ಬುಧ: [766, 773, 782, 784]
write-title: 'ನೀವು ಬರೆಯಿರಿ': [762, 532, 930, 560]
weather-max: : ಗರಿಷ್ಠ : 40°,: [806, 804, 858, 815]
weather-max: : ಗರಿಷ್ಠ : 41°,: [806, 820, 858, 831]
ads-contact-box: [760, 308, 932, 526]
rath-welcome-photo-graphic: [207, 715, 561, 891]
story4-caption: ಕೊಪ್ಪಳ: ಕೊಪ್ಪಳ ಜಿಲ್ಲಾ ವಾರ್ತಾಧಿಕಾರಿಯಾಗಿ ಡಾ.ಸುರೇಶ್ ಜಿ ಅವರು ಸೋಮವಾರ ಅಧಿಕಾರ ಸ್ವೀಕರಿಸಿದರು.: [494, 1347, 744, 1370]
officer-handover-photo: [494, 1132, 742, 1342]
promo-address-box: [760, 196, 932, 302]
sidestory-headline-line1: ಇಂದು ಕೊಪ್ಪಳದಲ್ಲಿ ವನ್ಯಜೀವಿ: [791, 847, 901, 861]
office-district: ವಿಜಯನಗರ ಜಿಲ್ಲೆ.: [819, 260, 873, 270]
story1-para: ಅನ್ನಭಾಗ್ಯ: ಅನ್ನಭಾಗ್ಯ ಯೋಜನೆಯಡಿ ಕೊಪ್ಪಳ ಜಿಲ್ಲೆಯಲ್ಲಿ ಒಟ್ಟು 3,21,994 ಪಡಿತರ ಚೀಟಿಗಳ ಫಲಾನುಭವಿಗಳು ಅರ್ಹರಿದ್ದು, ಇದರಲ್ಲಿ 2,95,703 ಫಲಾನುಭವಿಗಳಿಗೆ ಜುಲೈ-2023 ರಿಂದ ಜುಲೈ-2024 ರವರೆಗೆ ಡಿ.ಬಿ.ಟಿ. ಮೂಲಕ ಒಟ್ಟು ರೂ. 224.81 ಕೋಟಿ ಗಳ ಹೆಚ್ಚುವರಿ ಅಕ್ಕಿ ಹಣವನ್ನು ಪಾವತಿಸಲಾಗಿದೆ ಎಂದು ಆಹಾರ ಇಲಾಖೆಯ ಉಪನಿರ್ದೇಶಕರು ಮಾಹಿತಿ ನೀಡಿದರು.: [571, 317, 746, 389]
story3-headline-line2: ಸ್ಥಳೀಯ ಕಲಾ ಪ್ರತಿಭೆಗಳ ಅನಾವರಣ: [109, 1156, 375, 1182]
write-text: ಹೊಸಪೇಟೆ ಟೈಮ್ಸ್ ಕನ್ನಡ ದಿನಪತ್ರಿಕೆಗೆ ಲೇಖನಗಳು, ಸುದ್ದಿ ಚಿತ್ರಗಳು, ವ್ಯಕ್ತಿ ಪರಿಚಯ, ಪುಸ್ತಕ-ಸಿನಿಮಾ-ನಾಟಕ ವಿಮರ್ಶೆಗಳನ್ನು (150 ಶಬ್ದ ಮೀರದಂತೆ) ಸಂಪಾದಕರಿಗೆ ಪತ್ರ, ದೂರುಗಳು, ಕುಂದು ಕೊರತೆಗಳ ಬಗ್ಗೆ ಬರೆದು ಕಳುಹಿಸಿಕೊಡಿ: [767, 564, 925, 622]
story1-para: ಶಕ್ತಿ ಯೋಜನೆ: ಶಕ್ತಿ ಯೋಜನೆಯಡಿ ಕೊಪ್ಪಳ ಜಿಲ್ಲೆಯಲ್ಲಿ ಒಟ್ಟು 185.29 ಲಕ್ಷ ಮಹಿಳಾ ಪ್ರಯಾಣಿಕರು ಪ್ರತಿ ದಿನ ಪ್ರಯಾಣಿಸಿದ್ದಾರೆ ಎಂದು ಕೆ.ಎಸ್.ಆರ್.ಟಿ.ಸಿ ಅಧಿಕಾರಿಗಳು ಮಾಹಿತಿ ನೀಡಿದರು.: [571, 393, 746, 428]
